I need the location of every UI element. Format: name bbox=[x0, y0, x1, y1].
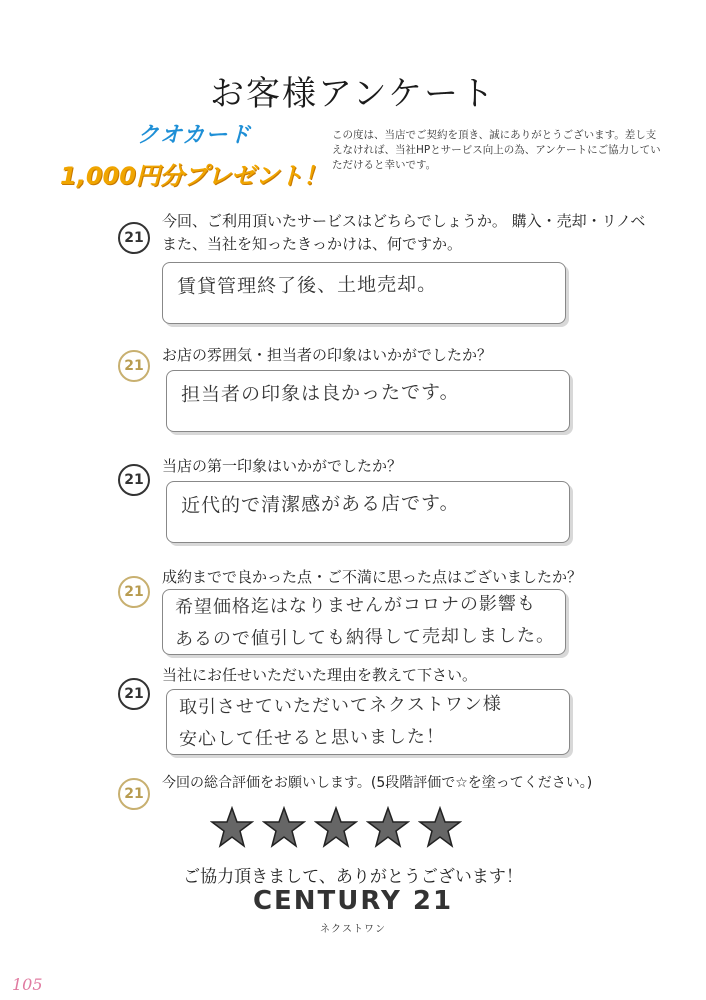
star-icon[interactable] bbox=[314, 806, 358, 848]
answer-3-text: 近代的で清潔感がある店です。 bbox=[180, 492, 460, 517]
intro-text: この度は、当店でご契約を頂き、誠にありがとうございます。差し支えなければ、当社HPとサービス向上の為、アンケートにご協力していただけると幸いです。 bbox=[332, 129, 661, 171]
rating-stars bbox=[210, 806, 462, 848]
star-icon[interactable] bbox=[366, 806, 410, 848]
promo-amount: 1,000円分プレゼント！ bbox=[60, 162, 327, 190]
answer-4-text-2: あるので値引しても納得して売却しました。 bbox=[174, 625, 556, 650]
question-1-text: 今回、ご利用頂いたサービスはどちらでしょうか。 購入・売却・リノベ bbox=[162, 212, 646, 230]
question-2-text: お店の雰囲気・担当者の印象はいかがでしたか？ bbox=[162, 346, 493, 364]
thanks-message: ご協力頂きまして、ありがとうございます！ bbox=[183, 867, 523, 887]
promo-quocard: クオカード bbox=[137, 123, 252, 148]
answer-4-text: 希望価格迄はなりませんがコロナの影響も bbox=[174, 593, 537, 618]
star-icon[interactable] bbox=[262, 806, 306, 848]
answer-1-text: 賃貸管理終了後、土地売却。 bbox=[176, 273, 438, 298]
century21-badge-icon: 21 bbox=[118, 222, 150, 254]
answer-2-text: 担当者の印象は良かったです。 bbox=[180, 381, 460, 406]
answer-3-box bbox=[166, 481, 570, 543]
century21-badge-icon: 21 bbox=[118, 464, 150, 496]
answer-5-text: 取引させていただいてネクストワン様 bbox=[178, 693, 502, 718]
answer-5-text-2: 安心して任せると思いました！ bbox=[178, 726, 446, 750]
brand-subname: ネクストワン bbox=[320, 924, 386, 935]
question-4-text: 成約までで良かった点・ご不満に思った点はございましたか？ bbox=[162, 568, 583, 586]
answer-4-box bbox=[162, 589, 566, 655]
answer-1-box bbox=[162, 262, 566, 324]
question-5-text: 当社にお任せいただいた理由を教えて下さい。 bbox=[162, 666, 478, 684]
century21-badge-icon: 21 bbox=[118, 778, 150, 810]
question-1-text-2: また、当社を知ったきっかけは、何ですか。 bbox=[162, 235, 463, 253]
page-number: 105 bbox=[12, 975, 43, 994]
star-icon[interactable] bbox=[418, 806, 462, 848]
century21-badge-icon: 21 bbox=[118, 350, 150, 382]
survey-title: お客様アンケート bbox=[210, 74, 496, 114]
answer-2-box bbox=[166, 370, 570, 432]
answer-5-box bbox=[166, 689, 570, 755]
star-icon[interactable] bbox=[210, 806, 254, 848]
century21-badge-icon: 21 bbox=[118, 576, 150, 608]
question-3-text: 当店の第一印象はいかがでしたか？ bbox=[162, 457, 403, 475]
brand-logo: CENTURY 21 bbox=[252, 886, 454, 916]
century21-badge-icon: 21 bbox=[118, 678, 150, 710]
question-6-text: 今回の総合評価をお願いします。(5段階評価で☆を塗ってください。) bbox=[162, 775, 593, 791]
